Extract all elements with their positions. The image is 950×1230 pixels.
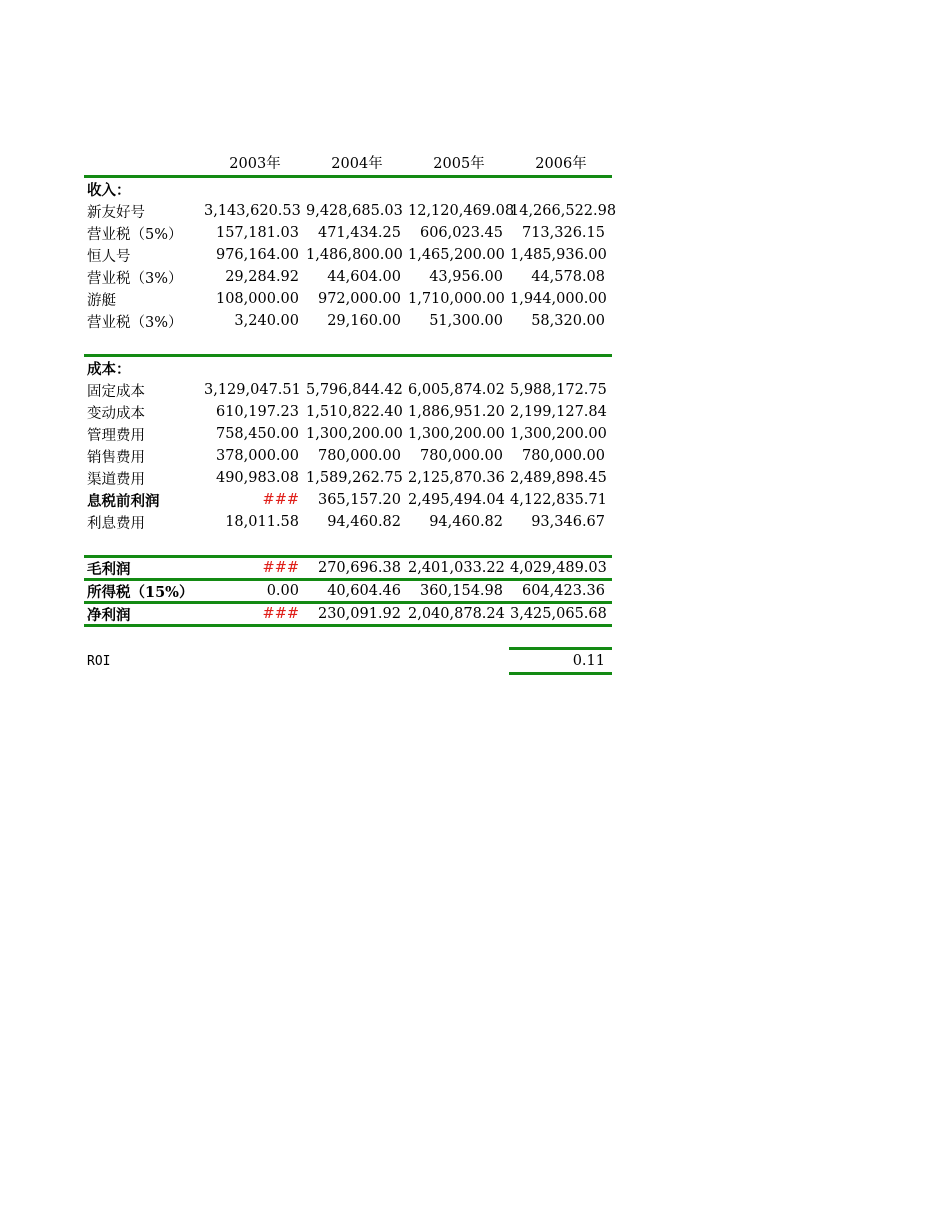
cell-value: 1,944,000.00 xyxy=(510,291,607,307)
cell-value: 40,604.46 xyxy=(327,583,401,599)
cell-value: 1,465,200.00 xyxy=(408,247,505,263)
year-header-2005: 2005年 xyxy=(433,156,485,172)
cell-value: 94,460.82 xyxy=(327,514,401,530)
cell-value: 9,428,685.03 xyxy=(306,203,403,219)
row-label: 所得税（15%） xyxy=(87,583,194,601)
cell-value: 93,346.67 xyxy=(531,514,605,530)
row-label: 游艇 xyxy=(87,292,116,309)
cost-section-title-row xyxy=(84,357,612,379)
cell-value: 4,029,489.03 xyxy=(510,560,607,576)
cell-value: 108,000.00 xyxy=(215,291,299,307)
row-label: 销售费用 xyxy=(87,449,145,466)
year-header-2006: 2006年 xyxy=(535,156,587,172)
cell-value: 610,197.23 xyxy=(215,404,299,420)
cost-section-title: 成本： xyxy=(87,360,131,378)
row-label: 营业税（5%） xyxy=(87,226,183,243)
cell-value: 3,129,047.51 xyxy=(204,382,301,398)
table-row xyxy=(84,244,612,266)
cell-value: 58,320.00 xyxy=(531,313,605,329)
cell-value: 3,425,065.68 xyxy=(510,606,607,622)
cell-value: 2,489,898.45 xyxy=(510,470,607,486)
cell-value: 1,300,200.00 xyxy=(510,426,607,442)
row-label: 新友好号 xyxy=(87,204,145,221)
cell-value: 713,326.15 xyxy=(521,225,605,241)
cell-value: 94,460.82 xyxy=(429,514,503,530)
roi-value: 0.11 xyxy=(509,647,612,675)
cell-value: 1,486,800.00 xyxy=(306,247,403,263)
table-row xyxy=(84,266,612,288)
section-gap xyxy=(84,533,612,555)
table-row xyxy=(84,222,612,244)
cell-value: 12,120,469.08 xyxy=(408,203,515,219)
table-row xyxy=(84,489,612,511)
cell-value: 5,988,172.75 xyxy=(510,382,607,398)
cell-value: 157,181.03 xyxy=(215,225,299,241)
cell-value: 18,011.58 xyxy=(225,514,299,530)
cell-value: 14,266,522.98 xyxy=(510,203,617,219)
cell-value: 0.00 xyxy=(266,583,299,599)
table-row-total xyxy=(84,604,612,627)
cell-value: 2,199,127.84 xyxy=(510,404,607,420)
cell-value: 1,886,951.20 xyxy=(408,404,505,420)
cell-value-overflow: ### xyxy=(262,560,299,576)
cell-value: 1,589,262.75 xyxy=(306,470,403,486)
cell-value: 1,300,200.00 xyxy=(306,426,403,442)
roi-label: ROI xyxy=(87,654,111,669)
income-section-title: 收入： xyxy=(87,181,131,199)
cell-value: 43,956.00 xyxy=(429,269,503,285)
cell-value: 2,040,878.24 xyxy=(408,606,505,622)
income-section-title-row xyxy=(84,178,612,200)
cell-value: 780,000.00 xyxy=(521,448,605,464)
cell-value: 360,154.98 xyxy=(419,583,503,599)
cell-value: 1,710,000.00 xyxy=(408,291,505,307)
cell-value: 780,000.00 xyxy=(419,448,503,464)
cell-value: 4,122,835.71 xyxy=(510,492,607,508)
cell-value: 2,495,494.04 xyxy=(408,492,505,508)
cell-value: 780,000.00 xyxy=(317,448,401,464)
cell-value: 2,401,033.22 xyxy=(408,560,505,576)
table-row xyxy=(84,445,612,467)
year-header-2004: 2004年 xyxy=(331,156,383,172)
cell-value: 6,005,874.02 xyxy=(408,382,505,398)
cell-value: 44,604.00 xyxy=(327,269,401,285)
table-row xyxy=(84,511,612,533)
year-header-row xyxy=(84,152,612,178)
cell-value: 3,143,620.53 xyxy=(204,203,301,219)
table-row-total xyxy=(84,581,612,604)
row-label: 营业税（3%） xyxy=(87,314,183,331)
row-label: 净利润 xyxy=(87,606,131,624)
row-label: 变动成本 xyxy=(87,405,145,422)
cell-value: 2,125,870.36 xyxy=(408,470,505,486)
row-label: 恒人号 xyxy=(87,248,131,265)
cell-value: 471,434.25 xyxy=(317,225,401,241)
table-row xyxy=(84,200,617,222)
row-label: 营业税（3%） xyxy=(87,270,183,287)
table-row xyxy=(84,401,612,423)
cell-value: 3,240.00 xyxy=(234,313,299,329)
section-gap xyxy=(84,332,612,354)
table-row xyxy=(84,423,612,445)
cell-value-overflow: ### xyxy=(262,492,299,508)
cell-value-overflow: ### xyxy=(262,606,299,622)
cell-value: 490,983.08 xyxy=(215,470,299,486)
row-label: 息税前利润 xyxy=(87,492,160,510)
cell-value: 29,284.92 xyxy=(225,269,299,285)
row-label: 管理费用 xyxy=(87,427,145,444)
cell-value: 972,000.00 xyxy=(317,291,401,307)
year-header-2003: 2003年 xyxy=(229,156,281,172)
cell-value: 44,578.08 xyxy=(531,269,605,285)
cell-value: 1,510,822.40 xyxy=(306,404,403,420)
table-row xyxy=(84,288,612,310)
row-label: 毛利润 xyxy=(87,560,131,578)
cell-value: 758,450.00 xyxy=(215,426,299,442)
row-label: 渠道费用 xyxy=(87,471,145,488)
cell-value: 51,300.00 xyxy=(429,313,503,329)
cell-value: 976,164.00 xyxy=(215,247,299,263)
cell-value: 270,696.38 xyxy=(317,560,401,576)
roi-row xyxy=(84,646,612,678)
row-label: 利息费用 xyxy=(87,515,145,532)
table-row-total xyxy=(84,558,612,581)
table-row xyxy=(84,310,612,332)
row-label: 固定成本 xyxy=(87,383,145,400)
table-row xyxy=(84,379,612,401)
cell-value: 230,091.92 xyxy=(317,606,401,622)
cell-value: 29,160.00 xyxy=(327,313,401,329)
cell-value: 365,157.20 xyxy=(317,492,401,508)
income-statement-sheet xyxy=(84,152,617,627)
cell-value: 378,000.00 xyxy=(215,448,299,464)
cell-value: 604,423.36 xyxy=(521,583,605,599)
cell-value: 1,300,200.00 xyxy=(408,426,505,442)
table-row xyxy=(84,467,612,489)
cell-value: 1,485,936.00 xyxy=(510,247,607,263)
cell-value: 606,023.45 xyxy=(419,225,503,241)
cell-value: 5,796,844.42 xyxy=(306,382,403,398)
